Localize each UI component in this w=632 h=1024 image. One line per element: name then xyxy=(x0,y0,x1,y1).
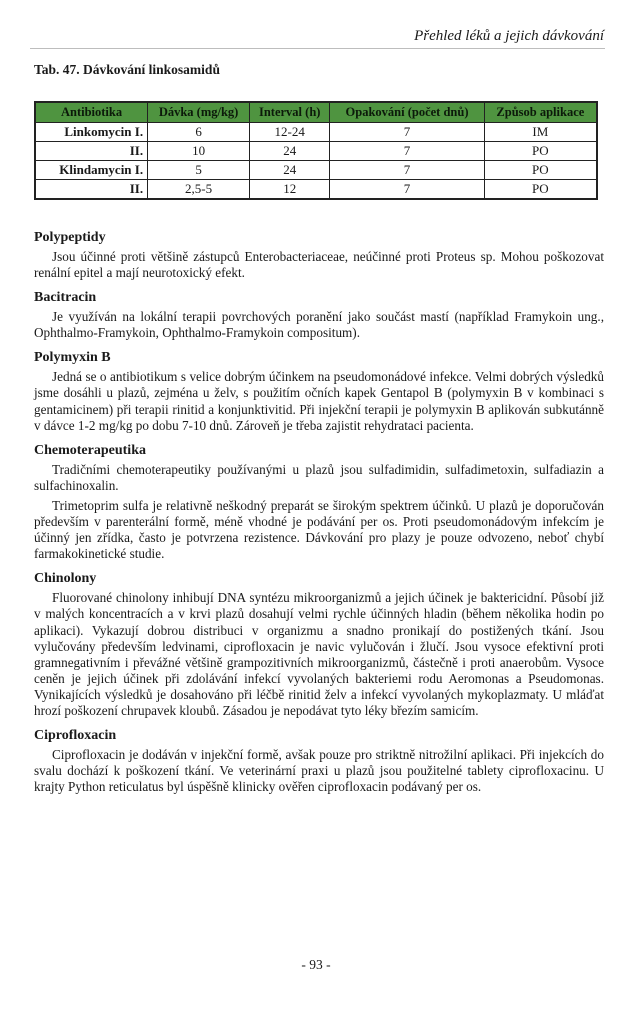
table-cell: 24 xyxy=(250,161,330,180)
paragraph: Fluorované chinolony inhibují DNA syntézu mikroorganizmů a jejich účinek je baktericidní. Působí již v malých koncentracích a v krvi plazů dosahují velmi rychle účinných hladin (během několika hodin po aplikaci). Vykazují dobrou distribuci v organizmu a snadno pronikají do postižených tkání. Jsou vylučovány především ledvinami, ciprofloxacin je navic vylučován i žlučí. Jsou vysoce efektivní proti gramnegativním i převážné většině grampozitivních mikroorganizmů, částečně i proti anaerobům. Vysoce ceněn je jejich účinek při zdolávání infekcí vyvolaných bakteriemi rodu Aeromonas a Pseudomonas. Vynikajících výsledků je dosahováno při léčbě rinitid želv a infekcí vyvolaných mykoplazmaty. U mláďat hrozí poškození chrupavek kloubů. Zásadou je nepodávat tyto léky březím samicím. xyxy=(34,590,604,718)
table-cell: 7 xyxy=(330,180,484,200)
table-cell: 10 xyxy=(148,142,250,161)
paragraph: Ciprofloxacin je dodáván v injekční formě, avšak pouze pro striktně nitrožilní aplikaci. Při injekcích do svalu dochází k poškození tkání. Ve veterinární praxi u plazů jsou použitelné tablety ciprofloxacinu. U krajty Python reticulatus byl úspěšně klinicky ověřen ciprofloxacin podávaný per os. xyxy=(34,747,604,795)
page-content xyxy=(32,62,604,804)
paragraph: Jsou účinné proti většině zástupců Enterobacteriaceae, neúčinné proti Proteus sp. Mohou poškozovat renální epitel a mají neurotoxický efekt. xyxy=(34,249,604,281)
column-header: Interval (h) xyxy=(250,102,330,123)
column-header: Opakování (počet dnů) xyxy=(330,102,484,123)
running-header: Přehled léků a jejich dávkování xyxy=(414,28,604,44)
section-heading-chinolony: Chinolony xyxy=(34,571,97,587)
column-header: Způsob aplikace xyxy=(484,102,597,123)
section-heading-polypeptidy: Polypeptidy xyxy=(34,230,106,245)
table-cell: Linkomycin I. xyxy=(35,123,148,142)
table-cell: PO xyxy=(484,142,597,161)
table-header-row xyxy=(35,102,597,123)
spacer xyxy=(32,200,604,230)
table-cell: II. xyxy=(35,180,148,200)
table-cell: 7 xyxy=(330,142,484,161)
table-caption: Tab. 47. Dávkování linkosamidů xyxy=(34,62,220,77)
table-cell: PO xyxy=(484,161,597,180)
section-heading-polymyxin: Polymyxin B xyxy=(34,350,111,366)
table-row xyxy=(35,123,597,142)
table-row xyxy=(35,180,597,200)
paragraph: Je využíván na lokální terapii povrchových poranění jako součást mastí (například Framykoin ung., Ophthalmo-Framykoin, Ophthalmo-Framykoin compositum). xyxy=(34,309,604,341)
table-cell: 5 xyxy=(148,161,250,180)
column-header: Dávka (mg/kg) xyxy=(148,102,250,123)
page-number: - 93 - xyxy=(301,957,331,972)
paragraph: Jedná se o antibiotikum s velice dobrým účinkem na pseudomonádové infekce. Velmi dobrých výsledků jsme dosáhli u plazů, zejména u želv, s použitím očních kapek Gentapol B (polymyxin B v kombinaci s gentamicinem) při terapii rinitid a konjunktivitid. Při injekční terapii je polymyxin B aplikován subkutánně v dávce 1-2 mg/kg po dobu 7-10 dnů. Zároveň je třeba zajistit rehydrataci pacienta. xyxy=(34,369,604,433)
table-cell: 7 xyxy=(330,123,484,142)
table-cell: 6 xyxy=(148,123,250,142)
section-heading-bacitracin: Bacitracin xyxy=(34,290,97,306)
table-row xyxy=(35,142,597,161)
section-heading-ciprofloxacin: Ciprofloxacin xyxy=(34,728,117,744)
table-cell: PO xyxy=(484,180,597,200)
paragraph: Tradičními chemoterapeutiky používanými u plazů jsou sulfadimidin, sulfadimetoxin, sulfadiazin a sulfachinoxalin. xyxy=(34,461,604,493)
table-cell: IM xyxy=(484,123,597,142)
table-cell: 7 xyxy=(330,161,484,180)
table-cell: 12-24 xyxy=(250,123,330,142)
header-divider xyxy=(30,48,605,49)
table-cell: 2,5-5 xyxy=(148,180,250,200)
table-row xyxy=(35,161,597,180)
table-cell: II. xyxy=(35,142,148,161)
table-cell: 24 xyxy=(250,142,330,161)
column-header: Antibiotika xyxy=(35,102,148,123)
paragraph: Trimetoprim sulfa je relativně neškodný preparát se širokým spektrem účinků. U plazů je doporučován především v parenterální formě, méně vhodné je podávání per os. Proti pseudomonádovým infekcím je účinný jen zřídka, často je potvrzena rezistence. Dávkování pro plazy je pouze odvozeno, neboť chybí farmakokinetické studie. xyxy=(34,497,604,562)
table-cell: 12 xyxy=(250,180,330,200)
section-heading-chemoterapeutika: Chemoterapeutika xyxy=(34,442,146,458)
table-cell: Klindamycin I. xyxy=(35,161,148,180)
dosage-table xyxy=(34,101,598,200)
